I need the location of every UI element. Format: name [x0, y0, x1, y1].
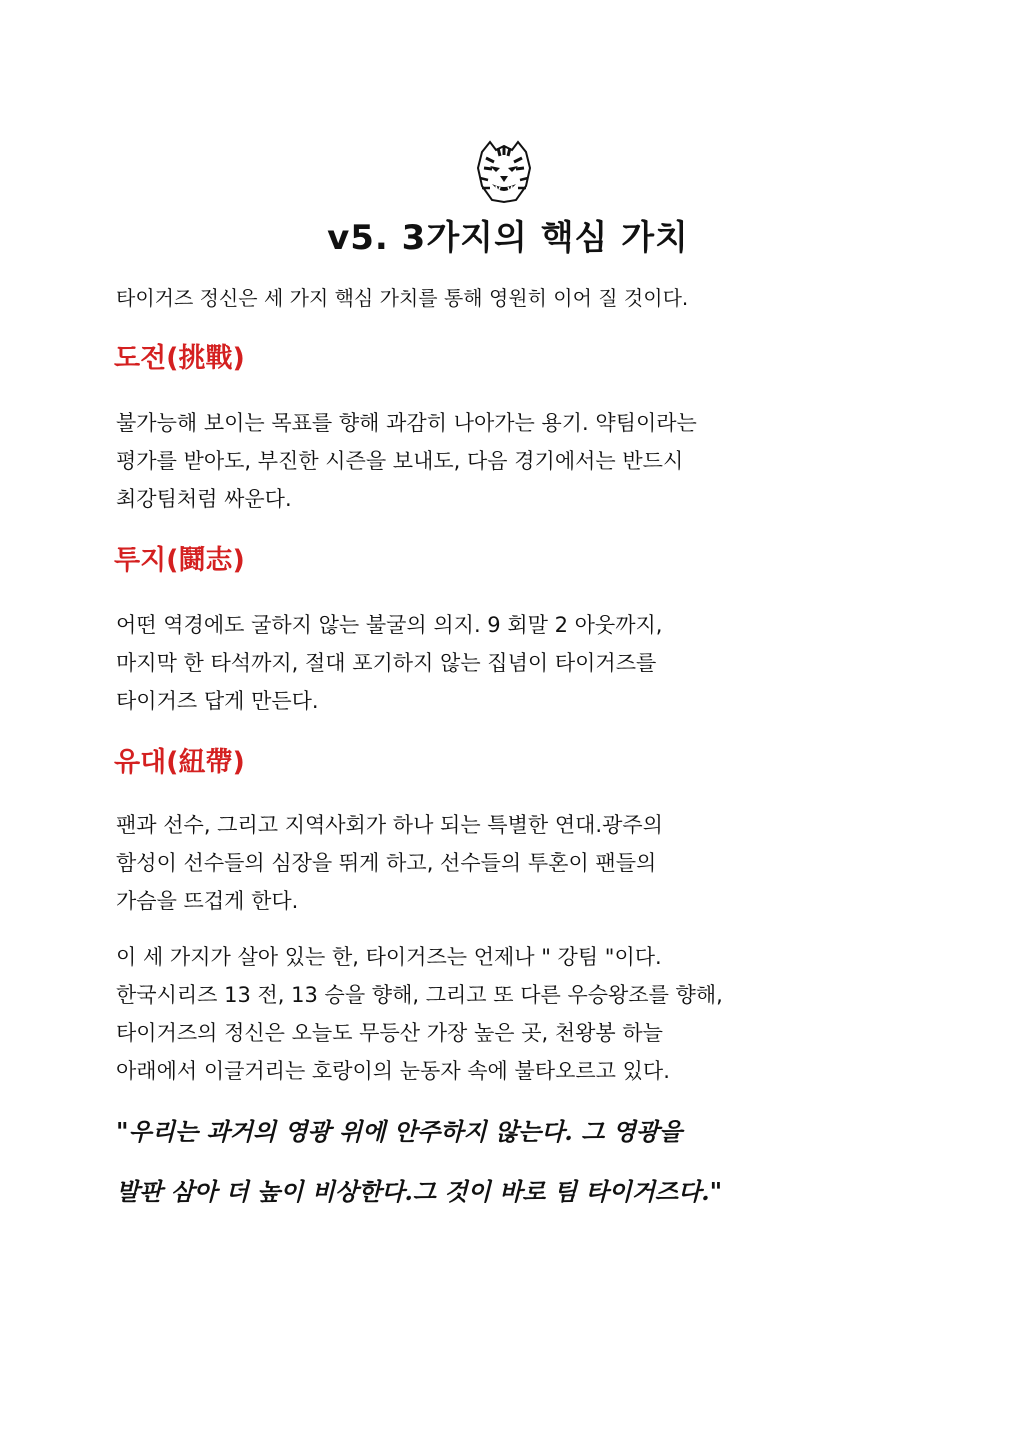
- value-heading-bond: 유대(紐帶): [114, 747, 245, 778]
- description-line: 타이거즈 답게 만든다.: [116, 689, 319, 713]
- description-line: 평가를 받아도, 부진한 시즌을 보내도, 다음 경기에서는 반드시: [116, 449, 684, 473]
- closing-line: 한국시리즈 13 전, 13 승을 향해, 그리고 또 다른 우승왕조를 향해,: [116, 983, 723, 1007]
- closing-line: 이 세 가지가 살아 있는 한, 타이거즈는 언제나 " 강팀 "이다.: [116, 945, 662, 969]
- closing-line: 아래에서 이글거리는 호랑이의 눈동자 속에 불타오르고 있다.: [116, 1059, 670, 1083]
- description-line: 마지막 한 타석까지, 절대 포기하지 않는 집념이 타이거즈를: [116, 651, 657, 675]
- value-description-fighting-spirit: [116, 606, 662, 720]
- closing-line: 타이거즈의 정신은 오늘도 무등산 가장 높은 곳, 천왕봉 하늘: [116, 1021, 663, 1045]
- quote-line: 발판 삼아 더 높이 비상한다.그 것이 바로 팀 타이거즈다.": [116, 1177, 723, 1206]
- description-line: 팬과 선수, 그리고 지역사회가 하나 되는 특별한 연대.광주의: [116, 813, 663, 837]
- page-title: v5. 3가지의 핵심 가치: [327, 218, 689, 258]
- value-description-bond: [116, 806, 663, 920]
- description-line: 불가능해 보이는 목표를 향해 과감히 나아가는 용기. 약팀이라는: [116, 411, 697, 435]
- description-line: 함성이 선수들의 심장을 뛰게 하고, 선수들의 투혼이 팬들의: [116, 851, 657, 875]
- value-heading-challenge: 도전(挑戰): [114, 343, 245, 374]
- intro-text: 타이거즈 정신은 세 가지 핵심 가치를 통해 영원히 이어 질 것이다.: [116, 286, 689, 310]
- tiger-head-icon: [472, 138, 536, 204]
- value-description-challenge: [116, 404, 697, 518]
- quote-line: "우리는 과거의 영광 위에 안주하지 않는다. 그 영광을: [116, 1117, 683, 1146]
- description-line: 어떤 역경에도 굴하지 않는 불굴의 의지. 9 회말 2 아웃까지,: [116, 613, 663, 637]
- value-heading-fighting-spirit: 투지(鬪志): [114, 545, 245, 576]
- description-line: 가슴을 뜨겁게 한다.: [116, 889, 299, 913]
- closing-paragraph: [116, 938, 723, 1090]
- description-line: 최강팀처럼 싸운다.: [116, 487, 292, 511]
